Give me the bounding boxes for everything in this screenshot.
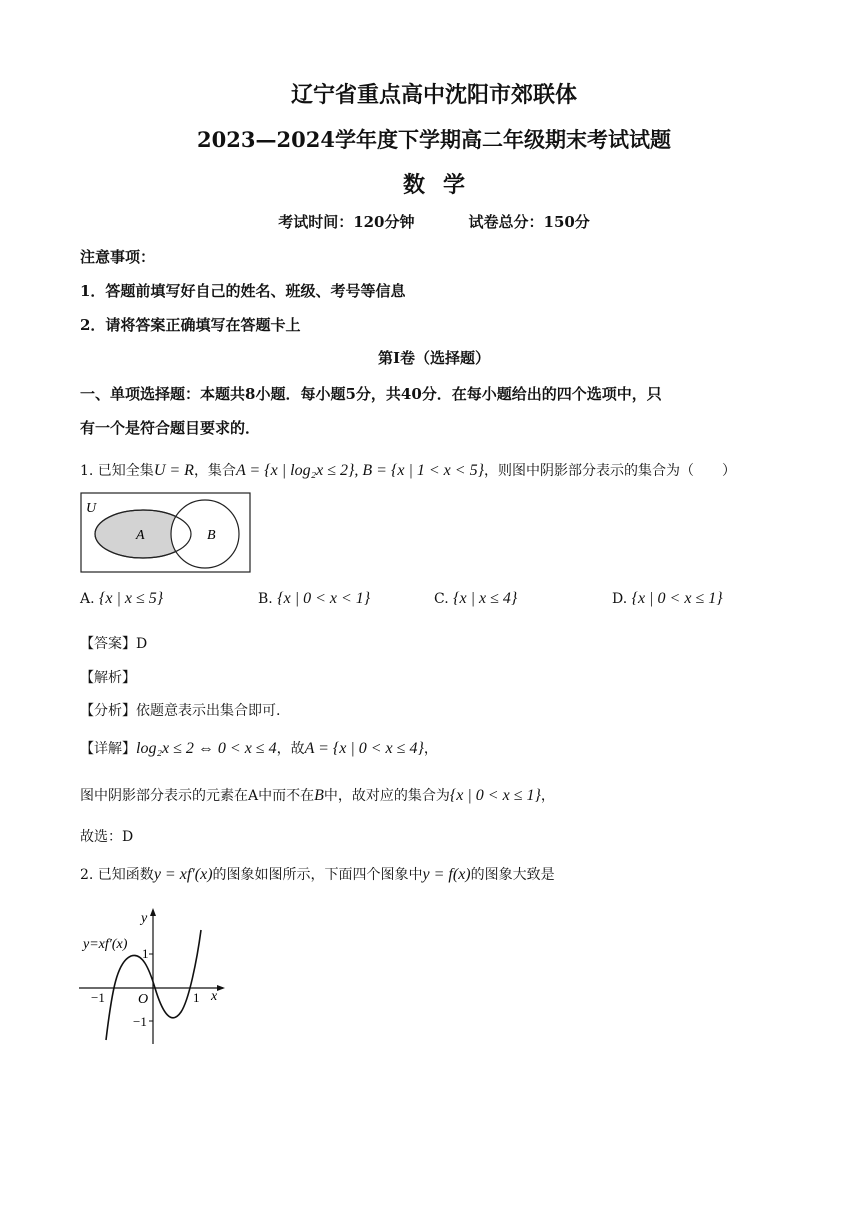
exam-subject: 数学 [402, 172, 483, 198]
question-1-stem: 1. 已知全集U = R，集合A = {x | log₂x ≤ 2}, B = {x | 1 < x < 5}，则图中阴影部分表示的集合为（ ） [80, 462, 736, 479]
section-instructions-line1: 一、单项选择题：本题共8小题．每小题5分，共40分．在每小题给出的四个选项中，只 [80, 385, 662, 403]
choose-line: 故选：D [80, 829, 134, 845]
function-graph [75, 900, 235, 1050]
set-definitions: A = {x | log₂x ≤ 2}, B = {x | 1 < x < 5} [235, 462, 484, 479]
venn-label-u: U [86, 501, 97, 516]
tick-x-1: 1 [193, 990, 200, 1005]
exam-info [0, 211, 868, 232]
notice-heading: 注意事项： [80, 248, 156, 266]
curve-label: y=xf′(x) [83, 937, 128, 952]
fenxi-line: 【分析】依题意表示出集合即可. [80, 703, 281, 719]
option-a[interactable]: A. {x | x ≤ 5} [80, 590, 164, 607]
option-d[interactable]: D. {x | 0 < x ≤ 1} [612, 590, 723, 607]
y-axis-label: y [141, 911, 148, 926]
venn-label-a: A [136, 528, 145, 543]
tick-y-1: 1 [142, 946, 149, 961]
notice-item-1: 1．答题前填写好自己的姓名、班级、考号等信息 [80, 282, 406, 300]
section-instructions-line2: 有一个是符合题目要求的． [80, 419, 261, 437]
answer-line: 【答案】D [80, 636, 148, 652]
detail-line: 【详解】log₂x ≤ 2 ⇔ 0 < x ≤ 4，故A = {x | 0 < x ≤ 4}， [80, 740, 438, 757]
venn-label-b: B [207, 528, 216, 543]
exam-title-term: 2023—2024学年度下学期高二年级期末考试试题 [197, 127, 671, 152]
notice-item-2: 2．请将答案正确填写在答题卡上 [80, 316, 301, 334]
tick-x-minus-1: −1 [91, 990, 105, 1005]
detail-line-2: 图中阴影部分表示的元素在A中而不在B中，故对应的集合为{x | 0 < x ≤ 1}， [80, 787, 555, 804]
y-axis-arrow [150, 908, 156, 916]
x-axis-label: x [211, 989, 218, 1004]
venn-diagram [80, 492, 252, 574]
x-axis-arrow [217, 985, 225, 991]
analysis-label: 【解析】 [80, 670, 136, 686]
exam-title-region: 辽宁省重点高中沈阳市郊联体 [290, 82, 577, 108]
venn-set-b [171, 500, 239, 568]
tick-y-minus-1: −1 [133, 1014, 147, 1029]
question-2-stem: 2. 已知函数y = xf′(x)的图象如图所示，下面四个图象中y = f(x)的图象大致是 [80, 866, 555, 883]
part-title: 第Ⅰ卷（选择题） [377, 349, 491, 367]
exam-score: 试卷总分：150分 [468, 213, 590, 231]
origin-label: O [138, 992, 149, 1007]
exam-time: 考试时间：120分钟 [278, 213, 415, 231]
universe-set: U = R [153, 462, 194, 479]
option-c[interactable]: C. {x | x ≤ 4} [434, 590, 518, 607]
option-b[interactable]: B. {x | 0 < x < 1} [258, 590, 371, 607]
